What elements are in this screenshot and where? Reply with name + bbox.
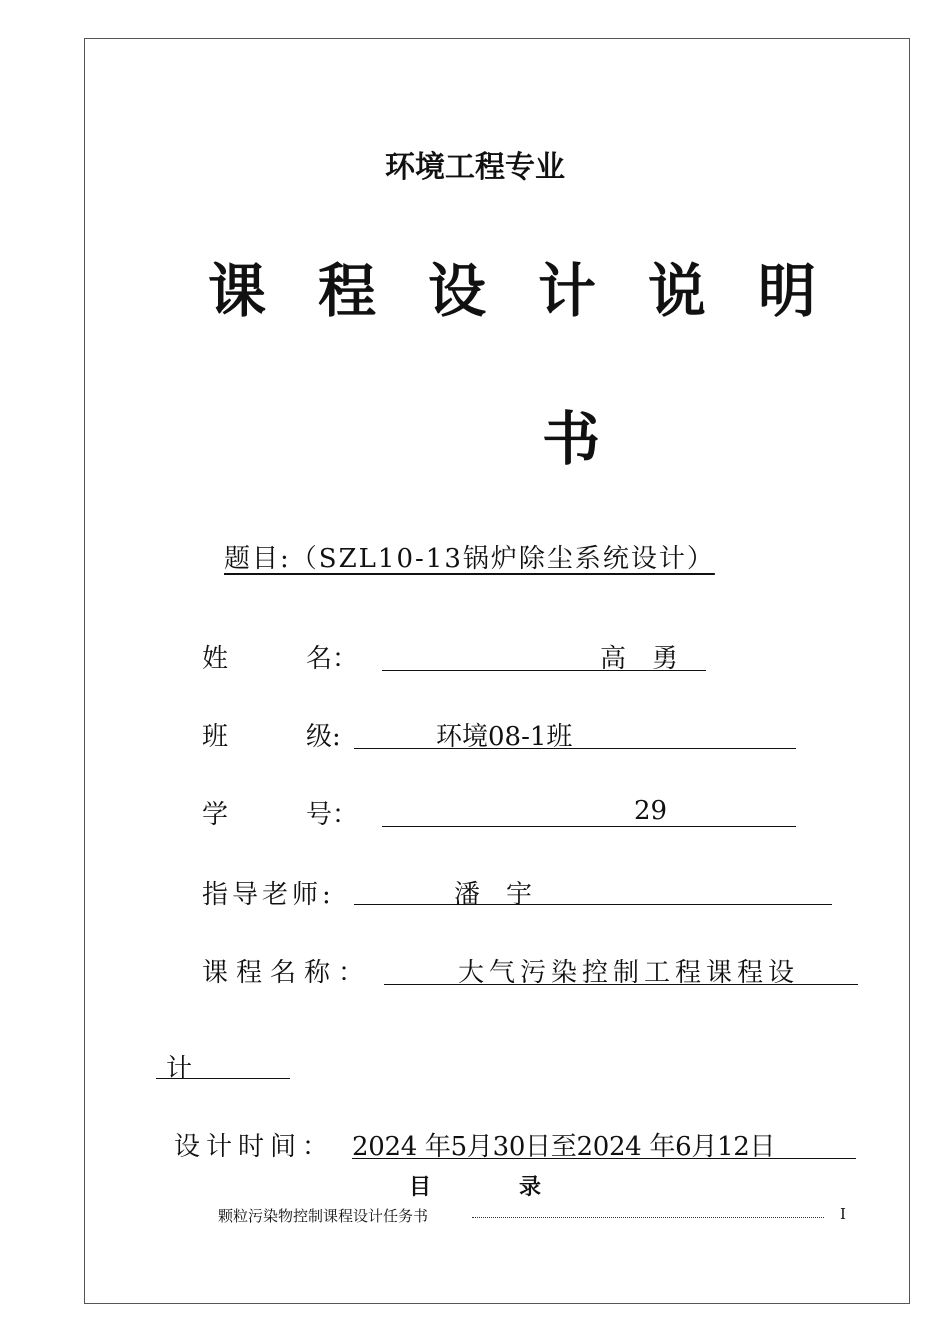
toc-entry-title[interactable]: 颗粒污染物控制课程设计任务书 xyxy=(218,1207,429,1225)
advisor-value: 潘 宇 xyxy=(454,880,533,910)
course-label: 课程名称： xyxy=(202,958,373,988)
course-value-line1: 大气污染控制工程课程设 xyxy=(458,958,800,988)
student-no-value: 29 xyxy=(634,796,668,826)
name-label: 姓 名： xyxy=(202,644,359,674)
design-time-value: 2024 年5月30日至2024 年6月12日 xyxy=(352,1132,776,1162)
class-value: 环境08-1班 xyxy=(436,722,573,752)
document-title-line1: 课程设计说明 xyxy=(208,257,869,325)
topic-line: 题目:（SZL10-13锅炉除尘系统设计） xyxy=(224,544,715,574)
major-heading: 环境工程专业 xyxy=(385,150,565,185)
course-value-line2: 计 xyxy=(166,1054,193,1084)
toc-heading: 目 录 xyxy=(408,1175,541,1200)
toc-entry-page: I xyxy=(840,1205,846,1223)
student-no-underline xyxy=(382,792,796,827)
design-time-label: 设计时间： xyxy=(174,1132,335,1162)
document-title-line2: 书 xyxy=(542,405,601,473)
toc-leader-dots xyxy=(472,1217,824,1218)
advisor-underline xyxy=(354,870,832,905)
name-value: 高 勇 xyxy=(600,644,679,674)
class-label: 班 级: xyxy=(202,722,341,752)
student-no-label: 学 号： xyxy=(202,800,359,830)
class-underline xyxy=(354,714,796,749)
advisor-label: 指导老师: xyxy=(202,880,335,910)
